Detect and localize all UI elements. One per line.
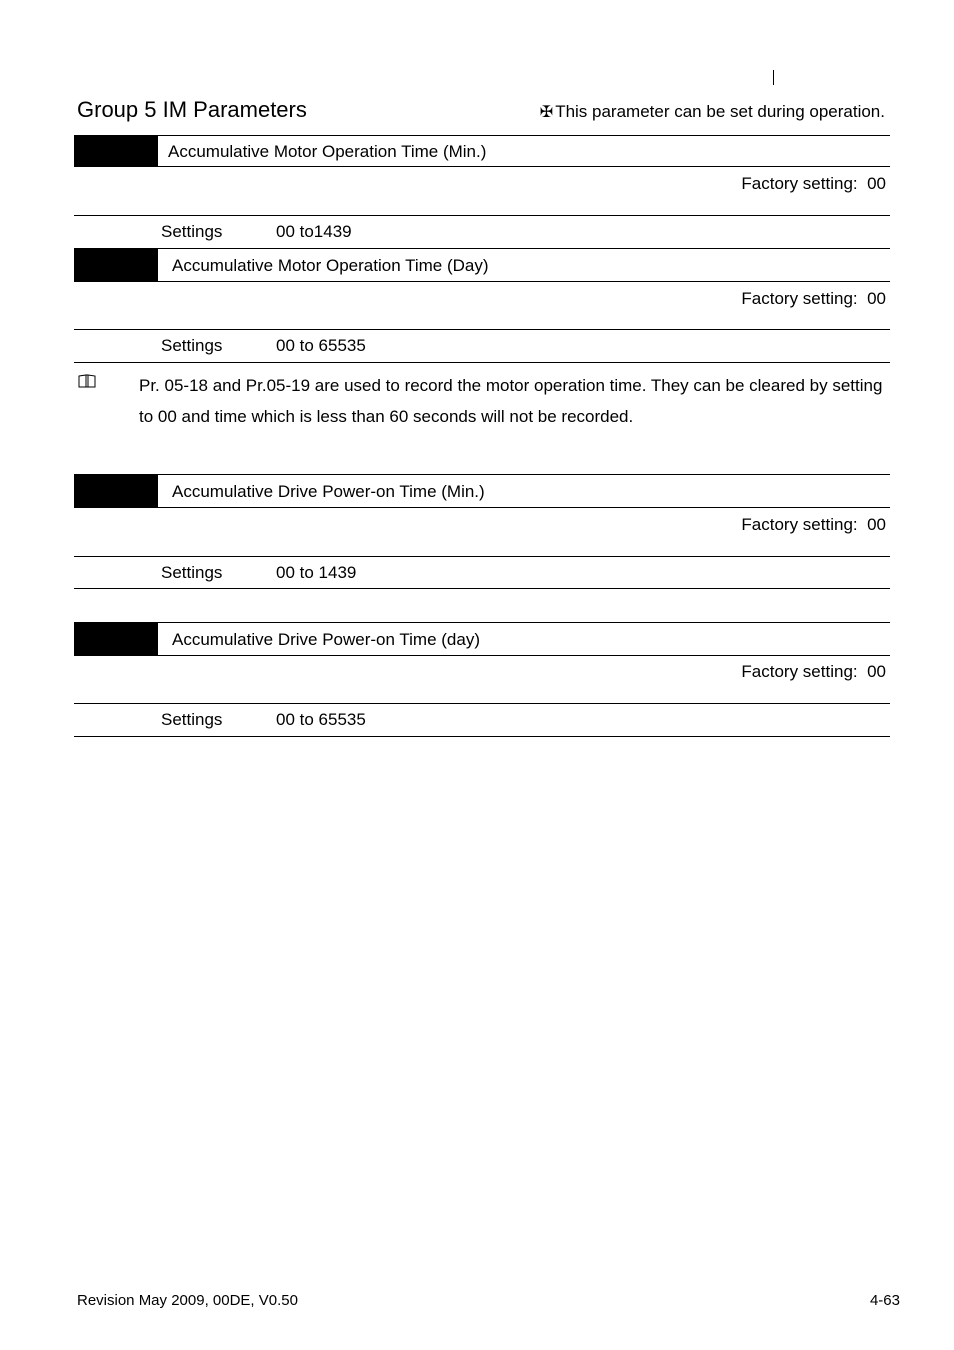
factory-setting-value: 00 [867,515,886,534]
header-divider-mark [773,70,774,85]
factory-setting-label: Factory setting: [741,515,858,534]
parameter-code-box [74,136,158,167]
factory-setting-value: 00 [867,174,886,193]
settings-label: Settings [161,336,223,355]
divider [74,362,890,363]
divider [74,703,890,704]
parameter-code-box [74,475,158,508]
divider [74,507,890,508]
factory-setting-value: 00 [867,289,886,308]
divider [74,135,890,136]
factory-setting [741,515,886,535]
divider [74,474,890,475]
parameter-title: Accumulative Motor Operation Time (Min.) [168,142,487,161]
parameter-code-box [74,249,158,282]
factory-setting [741,174,886,194]
settings-value: 00 to1439 [276,222,352,241]
factory-setting-value: 00 [867,662,886,681]
parameter-code-box [74,623,158,656]
settings-value: 00 to 1439 [276,563,357,582]
divider [74,166,890,167]
divider [74,588,890,589]
factory-setting-label: Factory setting: [741,174,858,193]
divider [74,556,890,557]
divider [74,655,890,656]
footer-revision: Revision May 2009, 00DE, V0.50 [77,1292,298,1309]
factory-setting-label: Factory setting: [741,662,858,681]
footer-page-number: 4-63 [869,1292,900,1309]
divider [74,329,890,330]
settings-label: Settings [161,563,223,582]
divider [74,215,890,216]
factory-setting [741,662,886,682]
settings-value: 00 to 65535 [276,710,366,729]
settings-label: Settings [161,222,223,241]
divider [74,248,890,249]
operation-note-text: This parameter can be set during operation. [555,102,885,121]
pencil-icon: ✠ [539,104,554,121]
divider [74,736,890,737]
book-icon [78,374,96,388]
operation-note [540,102,885,122]
page-title: Group 5 IM Parameters [77,97,307,122]
parameter-title: Accumulative Drive Power-on Time (Min.) [172,482,485,501]
note-paragraph: Pr. 05-18 and Pr.05-19 are used to record the motor operation time. They can be cleared by setting to 00 and time which is less than 60 seconds will not be recorded. [139,376,883,426]
parameter-title: Accumulative Drive Power-on Time (day) [172,630,480,649]
settings-label: Settings [161,710,223,729]
divider [74,622,890,623]
factory-setting [741,289,886,309]
parameter-title: Accumulative Motor Operation Time (Day) [172,256,489,275]
settings-value: 00 to 65535 [276,336,366,355]
divider [74,281,890,282]
factory-setting-label: Factory setting: [741,289,858,308]
